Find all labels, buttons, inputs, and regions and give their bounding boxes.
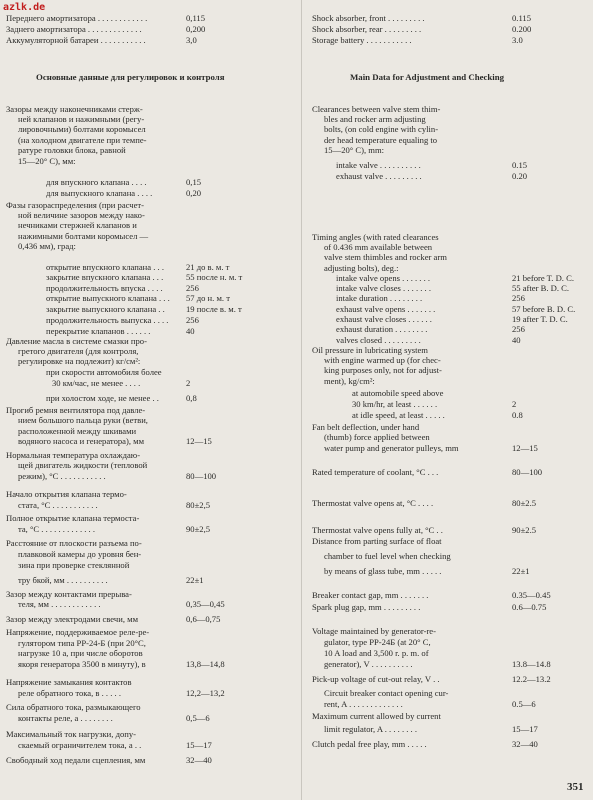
english-value: 0.6—0.75: [512, 602, 547, 612]
russian-text-line: Полное открытие клапана термоста-: [6, 513, 140, 523]
column-divider: [301, 0, 302, 800]
russian-text-line: расположенной между шкивами: [18, 426, 137, 436]
english-text-line: Clearances between valve stem thim-: [312, 104, 441, 114]
russian-text-line: открытие выпускного клапана . . .: [46, 293, 170, 303]
russian-text-line: перекрытие клапанов . . . . . .: [46, 326, 151, 336]
russian-value: 0,6—0,75: [186, 614, 221, 624]
english-text-line: exhaust duration . . . . . . . .: [336, 324, 428, 334]
russian-text-line: лировочными) болтами коромысел: [18, 124, 146, 134]
russian-value: 0,8: [186, 393, 197, 403]
english-text-line: Voltage maintained by generator-re-: [312, 626, 436, 636]
russian-text-line: Давление масла в системе смазки про-: [6, 336, 147, 346]
russian-value: 0,200: [186, 24, 206, 34]
english-text-line: Storage battery . . . . . . . . . . .: [312, 35, 412, 45]
english-value: 15—17: [512, 724, 538, 734]
russian-text-line: Переднего амортизатора . . . . . . . . . . . .: [6, 13, 148, 23]
english-text-line: Oil pressure in lubricating system: [312, 345, 428, 355]
english-value: 22±1: [512, 566, 530, 576]
russian-text-line: Зазоры между наконечниками стерж-: [6, 104, 143, 114]
russian-value: 0,115: [186, 13, 206, 23]
russian-text-line: Свободный ход педали сцепления, мм: [6, 755, 146, 765]
russian-text-line: 15—20° С), мм:: [18, 156, 76, 166]
english-text-line: Shock absorber, rear . . . . . . . . .: [312, 24, 422, 34]
russian-text-line: (на холодном двигателе при темпе-: [18, 135, 147, 145]
english-text-line: (thumb) force applied between: [324, 432, 430, 442]
english-text-line: limit regulator, A . . . . . . . .: [324, 724, 417, 734]
russian-text-line: зина при проверке стеклянной: [18, 560, 130, 570]
english-text-line: generator), V . . . . . . . . . .: [324, 659, 413, 669]
russian-text-line: Максимальный ток нагрузки, допу-: [6, 729, 137, 739]
russian-text-line: водяного насоса и генератора), мм: [18, 436, 145, 446]
english-value: 21 before T. D. C.: [512, 273, 574, 283]
russian-value: 13,8—14,8: [186, 659, 225, 669]
english-value: 55 after B. D. C.: [512, 283, 570, 293]
russian-value: 90±2,5: [186, 524, 211, 534]
russian-text-line: та, °С . . . . . . . . . . . . .: [18, 524, 95, 534]
russian-value: 55 после н. м. т: [186, 272, 243, 282]
english-heading: Main Data for Adjustment and Checking: [350, 72, 505, 82]
english-value: 256: [512, 293, 525, 303]
russian-value: 22±1: [186, 575, 204, 585]
english-text-line: at idle speed, at least . . . . .: [352, 410, 445, 420]
russian-text-line: 30 км/час, не менее . . . .: [52, 378, 141, 388]
english-text-line: Shock absorber, front . . . . . . . . .: [312, 13, 425, 23]
english-value: 256: [512, 324, 525, 334]
english-value: 12—15: [512, 443, 538, 453]
english-text-line: bles and rocker arm adjusting: [324, 114, 426, 124]
english-value: 40: [512, 335, 521, 345]
russian-text-line: для выпускного клапана . . . .: [46, 188, 153, 198]
russian-text-line: якоря генератора 3500 в минуту), в: [18, 659, 146, 669]
english-text-line: gulator, type PP-24Б (at 20° C,: [324, 637, 431, 647]
russian-text-line: Заднего амортизатора . . . . . . . . . . . . .: [6, 24, 142, 34]
russian-text-line: продолжительность выпуска . . . .: [46, 315, 169, 325]
russian-value: 0,15: [186, 177, 202, 187]
russian-text-line: ной величине зазоров между нако-: [18, 210, 145, 220]
english-value: 57 before B. D. C.: [512, 304, 576, 314]
russian-value: 12—15: [186, 436, 212, 446]
russian-text-line: Сила обратного тока, размыкающего: [6, 702, 141, 712]
russian-value: 32—40: [186, 755, 212, 765]
russian-value: 80±2,5: [186, 500, 211, 510]
english-text-line: exhaust valve . . . . . . . . .: [336, 171, 422, 181]
russian-text-line: нечниками стержней клапанов и: [18, 220, 137, 230]
english-text-line: valves closed . . . . . . . . .: [336, 335, 421, 345]
english-value: 0.8: [512, 410, 523, 420]
english-text-line: Clutch pedal free play, mm . . . . .: [312, 739, 427, 749]
russian-value: 80—100: [186, 471, 217, 481]
russian-text-line: Начало открытия клапана термо-: [6, 489, 127, 499]
russian-text-line: 0,436 мм), град:: [18, 241, 76, 251]
english-value: 13.8—14.8: [512, 659, 551, 669]
english-value: 12.2—13.2: [512, 674, 551, 684]
russian-text-line: скаемый ограничителем тока, а . .: [18, 740, 142, 750]
russian-text-line: Нормальная температура охлаждаю-: [6, 450, 141, 460]
russian-text-line: нажимными болтами коромысел —: [18, 231, 149, 241]
english-text-line: Pick-up voltage of cut-out relay, V . .: [312, 674, 440, 684]
english-text-line: Fan belt deflection, under hand: [312, 422, 420, 432]
russian-value: 19 после в. м. т: [186, 304, 242, 314]
russian-heading: Основные данные для регулировок и контроля: [36, 72, 225, 82]
russian-text-line: при скорости автомобиля более: [46, 367, 162, 377]
english-value: 0.115: [512, 13, 532, 23]
english-value: 80—100: [512, 467, 543, 477]
english-text-line: Thermostat valve opens at, °C . . . .: [312, 498, 434, 508]
english-text-line: 30 km/hr, at least . . . . . .: [352, 399, 438, 409]
russian-text-line: продолжительность впуска . . . .: [46, 283, 163, 293]
russian-value: 256: [186, 315, 199, 325]
english-value: 0.20: [512, 171, 528, 181]
english-text-line: of 0.436 mm available between: [324, 242, 433, 252]
english-value: 19 after T. D. C.: [512, 314, 568, 324]
english-value: 0.15: [512, 160, 528, 170]
english-text-line: valve stem thimbles and rocker arm: [324, 252, 447, 262]
russian-text-line: гулятором типа РР-24-Б (при 20°С,: [18, 638, 146, 648]
english-value: 0.35—0.45: [512, 590, 551, 600]
russian-text-line: закрытие выпускного клапана . .: [46, 304, 165, 314]
russian-value: 3,0: [186, 35, 197, 45]
russian-text-line: Прогиб ремня вентилятора под давле-: [6, 405, 146, 415]
russian-text-line: контакты реле, а . . . . . . . .: [18, 713, 113, 723]
english-value: 0.200: [512, 24, 532, 34]
russian-text-line: теля, мм . . . . . . . . . . . .: [18, 599, 101, 609]
russian-value: 40: [186, 326, 195, 336]
russian-text-line: Зазор между контактами прерыва-: [6, 589, 132, 599]
russian-text-line: для впускного клапана . . . .: [46, 177, 147, 187]
english-text-line: Maximum current allowed by current: [312, 711, 441, 721]
russian-text-line: нагрузке 10 а, при числе оборотов: [18, 648, 143, 658]
english-column: [304, 0, 593, 800]
russian-value: 57 до н. м. т: [186, 293, 230, 303]
english-text-line: Rated temperature of coolant, °C . . .: [312, 467, 439, 477]
english-value: 80±2.5: [512, 498, 537, 508]
english-text-line: Thermostat valve opens fully at, °C . .: [312, 525, 443, 535]
russian-text-line: гретого двигателя (для контроля,: [18, 346, 139, 356]
russian-text-line: закрытие впускного клапана . . .: [46, 272, 164, 282]
english-text-line: Distance from parting surface of float: [312, 536, 442, 546]
english-text-line: Spark plug gap, mm . . . . . . . . .: [312, 602, 421, 612]
russian-value: 15—17: [186, 740, 212, 750]
russian-text-line: стата, °С . . . . . . . . . . .: [18, 500, 98, 510]
english-text-line: Breaker contact gap, mm . . . . . . .: [312, 590, 429, 600]
page-number: 351: [567, 781, 584, 793]
russian-text-line: Напряжение, поддерживаемое реле-ре-: [6, 627, 150, 637]
russian-text-line: при холостом ходе, не менее . .: [46, 393, 159, 403]
russian-text-line: режим), °С . . . . . . . . . . .: [18, 471, 106, 481]
english-text-line: ment), kg/cm²:: [324, 376, 375, 386]
english-text-line: 15—20° C), mm:: [324, 145, 385, 155]
russian-value: 0,5—6: [186, 713, 210, 723]
english-text-line: chamber to fuel level when checking: [324, 551, 451, 561]
english-text-line: with engine warmed up (for chec-: [324, 355, 441, 365]
english-text-line: Circuit breaker contact opening cur-: [324, 688, 449, 698]
english-text-line: bolts, (on cold engine with cylin-: [324, 124, 439, 134]
english-text-line: Timing angles (with rated clearances: [312, 232, 439, 242]
english-text-line: intake valve closes . . . . . . .: [336, 283, 431, 293]
english-text-line: intake duration . . . . . . . .: [336, 293, 423, 303]
russian-text-line: тру бкой, мм . . . . . . . . . .: [18, 575, 108, 585]
english-value: 0.5—6: [512, 699, 536, 709]
russian-value: 0,35—0,45: [186, 599, 225, 609]
english-text-line: water pump and generator pulleys, mm: [324, 443, 459, 453]
english-text-line: intake valve . . . . . . . . . .: [336, 160, 421, 170]
english-value: 32—40: [512, 739, 538, 749]
english-text-line: 10 A load and 3,500 r. p. m. of: [324, 648, 429, 658]
russian-text-line: ратуре головки блока, равной: [18, 145, 126, 155]
russian-text-line: Зазор между электродами свечи, мм: [6, 614, 139, 624]
watermark: azlk.de: [3, 2, 46, 13]
english-text-line: king purposes only, not for adjust-: [324, 365, 442, 375]
russian-text-line: нием большого пальца руки (ветви,: [18, 415, 148, 425]
russian-text-line: Напряжение замыкания контактов: [6, 677, 132, 687]
russian-text-line: ней клапанов и нажимными (регу-: [18, 114, 145, 124]
russian-text-line: реле обратного тока, в . . . . .: [18, 688, 121, 698]
english-text-line: exhaust valve closes . . . . . .: [336, 314, 432, 324]
russian-text-line: регулировке на подлежит) кг/см²:: [18, 356, 141, 366]
english-text-line: at automobile speed above: [352, 388, 444, 398]
russian-value: 2: [186, 378, 191, 388]
english-text-line: intake valve opens . . . . . . .: [336, 273, 431, 283]
russian-text-line: Фазы газораспределения (при расчет-: [6, 200, 145, 210]
english-value: 90±2.5: [512, 525, 537, 535]
russian-text-line: щей двигатель жидкости (тепловой: [18, 460, 148, 470]
english-text-line: exhaust valve opens . . . . . . .: [336, 304, 436, 314]
english-text-line: der head temperature equaling to: [324, 135, 438, 145]
english-value: 3.0: [512, 35, 523, 45]
russian-value: 12,2—13,2: [186, 688, 225, 698]
russian-value: 21 до в. м. т: [186, 262, 230, 272]
english-text-line: rent, A . . . . . . . . . . . . .: [324, 699, 403, 709]
english-text-line: by means of glass tube, mm . . . . .: [324, 566, 442, 576]
russian-text-line: открытие впускного клапана . . .: [46, 262, 164, 272]
russian-value: 0,20: [186, 188, 202, 198]
english-value: 2: [512, 399, 517, 409]
russian-text-line: плавковой камеры до уровня бен-: [18, 549, 142, 559]
russian-text-line: Расстояние от плоскости разъема по-: [6, 538, 142, 548]
russian-value: 256: [186, 283, 199, 293]
russian-text-line: Аккумуляторной батареи . . . . . . . . . . .: [6, 35, 146, 45]
english-text-line: adjusting bolts), deg.:: [324, 263, 399, 273]
